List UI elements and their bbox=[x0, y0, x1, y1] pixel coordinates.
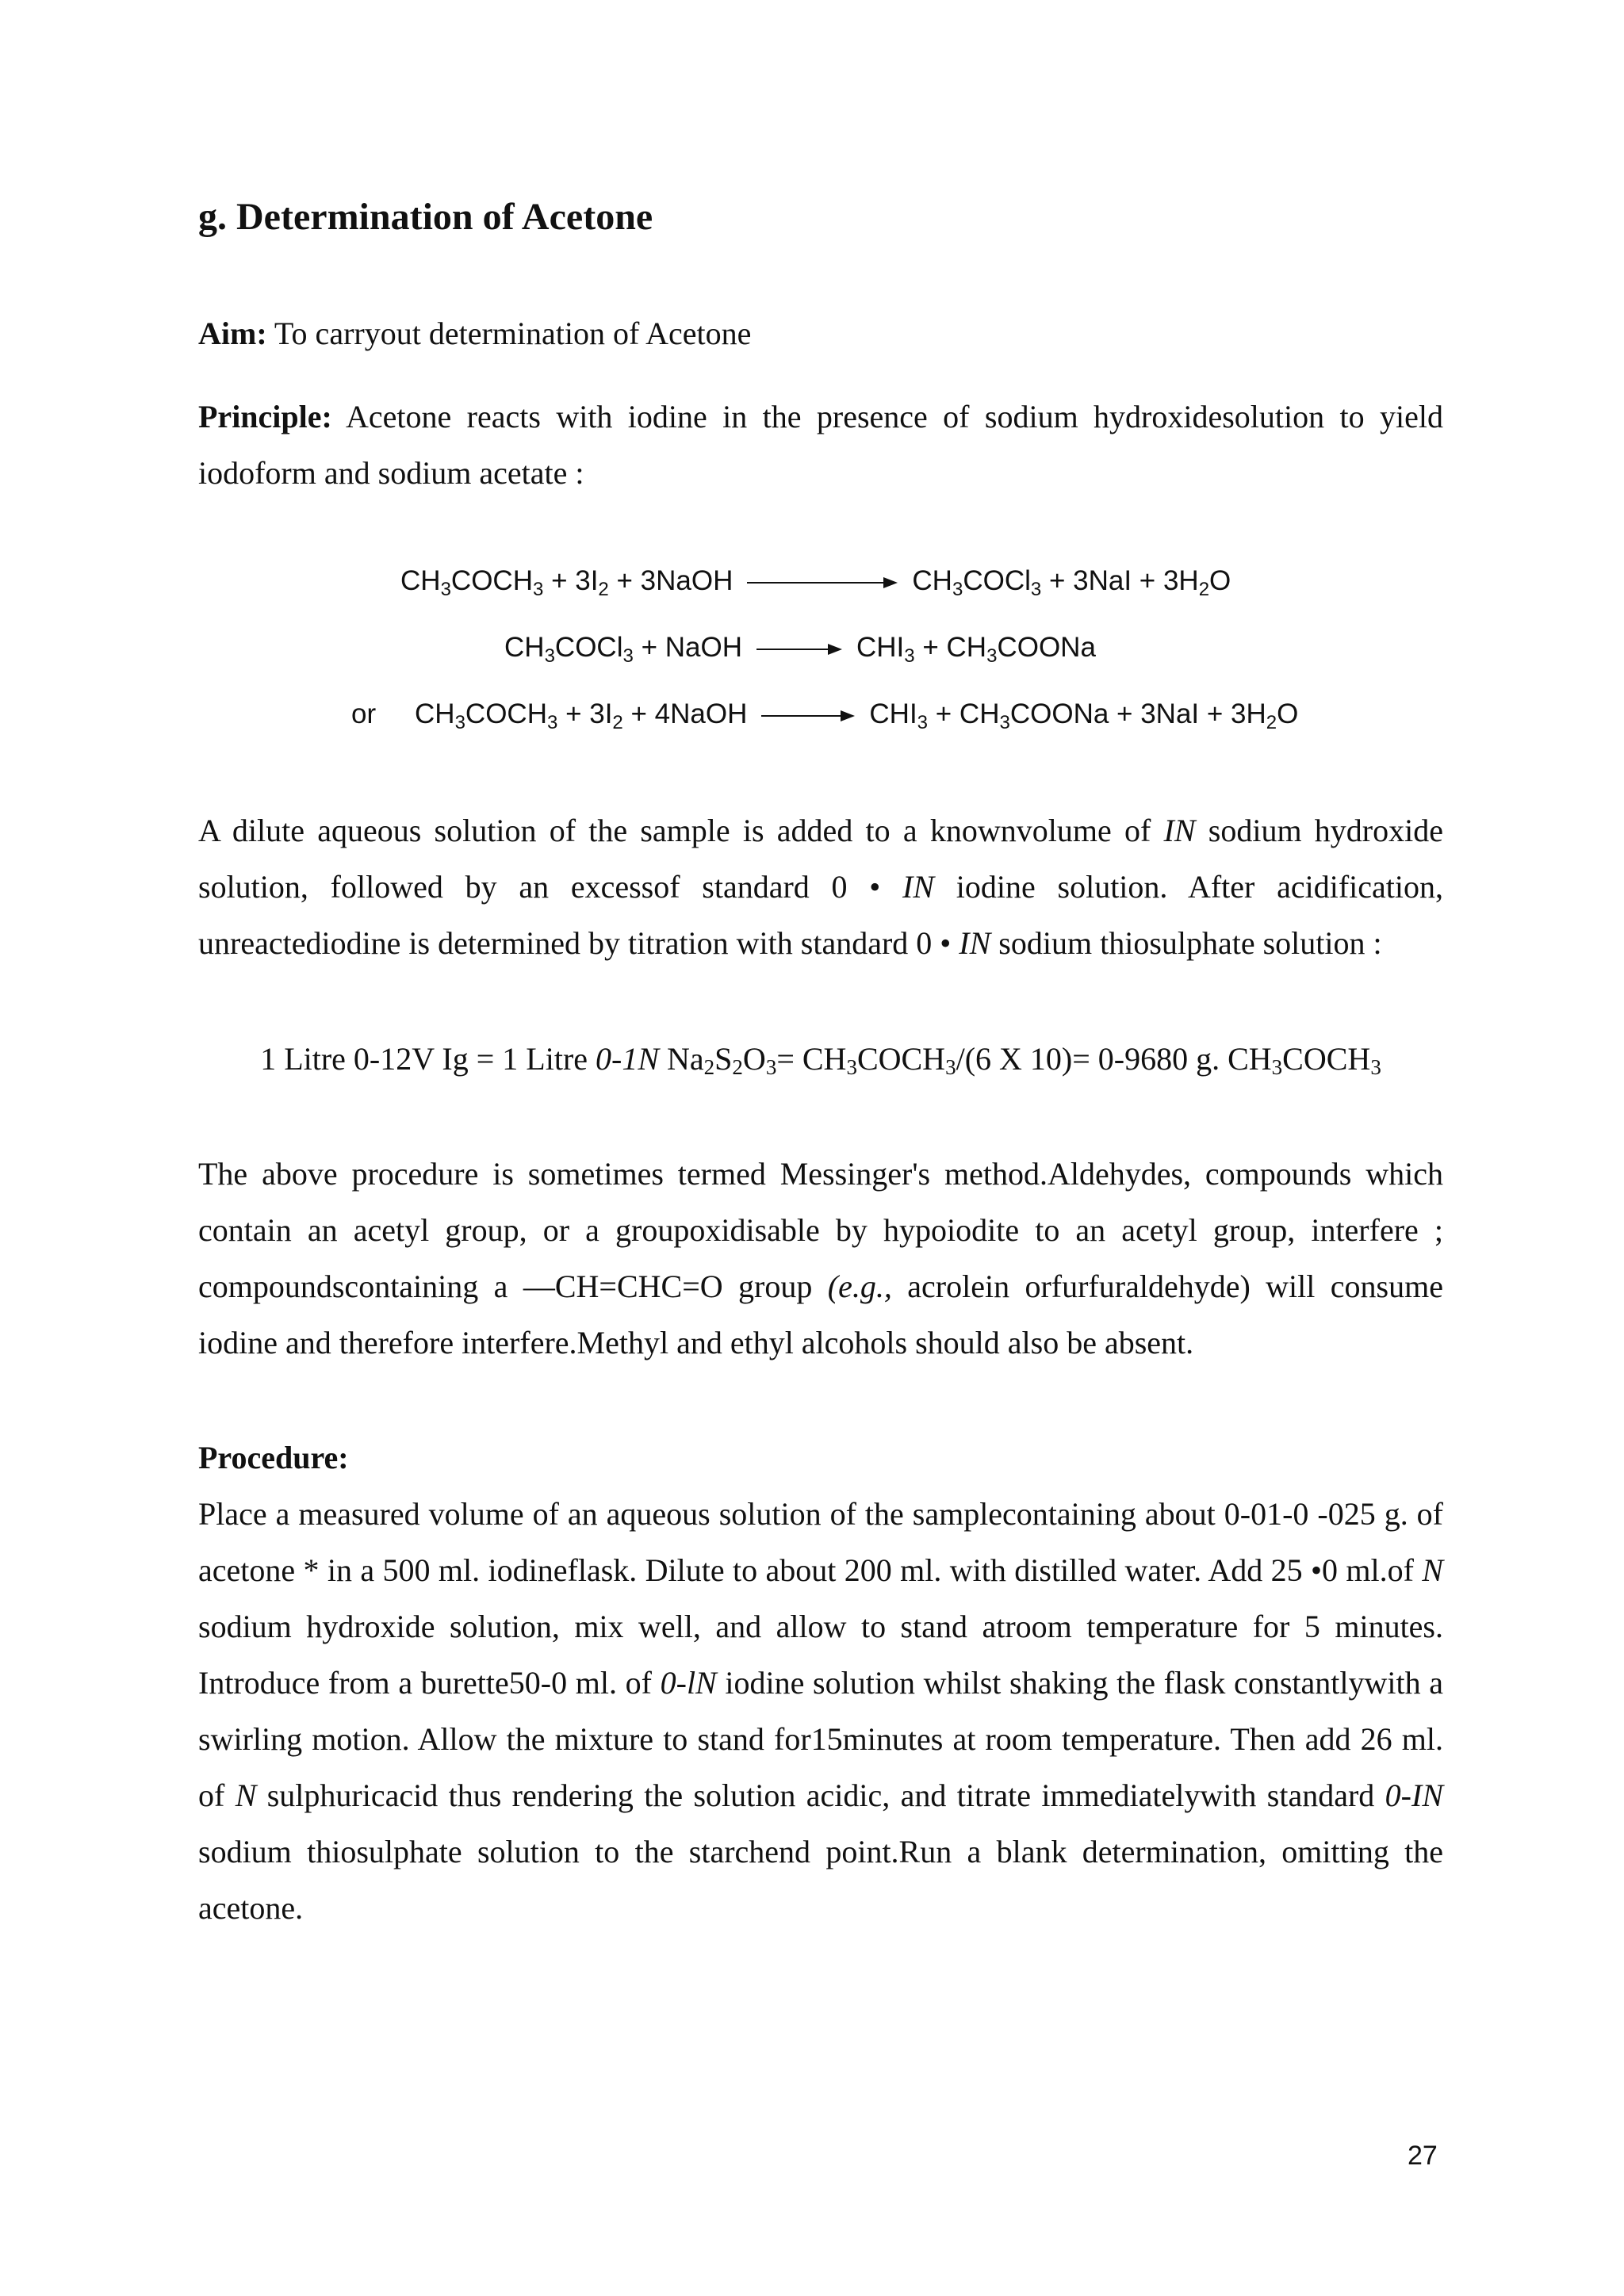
section-heading: g. Determination of Acetone bbox=[198, 196, 653, 238]
aim-paragraph bbox=[198, 305, 1443, 362]
aim-text: To carryout determination of Acetone bbox=[266, 316, 752, 351]
equation-3 bbox=[351, 695, 1298, 734]
equation-3-rhs: $CHI_3$ + $CH_3COONa + 3NaI + 3H_2O$ bbox=[869, 698, 1299, 733]
procedure-paragraph: Place a measured volume of an aqueous solution of the samplecontaining about 0-01-0 -025 g. of acetone * in a 500 ml. iodineflask. Dilute to about 200 ml. with distilled water. Add 25 •0 ml.of N sodium hydroxide solution, mix well, and allow to stand atroom temperature for 5 minutes. Introduce from a burette50-0 ml. of 0-lN iodine solution whilst shaking the flask constantlywith a swirling motion. Allow the mixture to stand for15minutes at room temperature. Then add 26 ml. of N sulphuricacid thus rendering the solution acidic, and titrate immediatelywith standard 0-IN sodium thiosulphate solution to the starchend point.Run a blank determination, omitting the acetone. bbox=[198, 1496, 1443, 1926]
procedure-heading: Procedure: bbox=[198, 1440, 349, 1475]
reaction-arrow bbox=[761, 714, 855, 718]
principle-text: Acetone reacts with iodine in the presence of sodium hydroxidesolution to yield iodoform and sodium acetate : bbox=[198, 399, 1443, 491]
equation-3-prefix: or bbox=[351, 698, 377, 729]
reaction-arrow bbox=[747, 581, 898, 584]
equation-1-rhs: $CH_3COCl_3 + 3NaI + 3H_2O$ bbox=[912, 565, 1231, 600]
aim-label: Aim: bbox=[198, 316, 267, 351]
principle-paragraph bbox=[198, 388, 1443, 501]
messinger-paragraph: The above procedure is sometimes termed Messinger's method.Aldehydes, compounds which contain an acetyl group, or a groupoxidisable by hypoiodite to an acetyl group, interfere ; compoundscontaining a —CH=CHC=O group (e.g., acrolein orfurfuraldehyde) will consume iodine and therefore interfere.Methyl and ethyl alcohols should also be absent. bbox=[198, 1156, 1443, 1360]
page-number: 27 bbox=[1408, 2141, 1438, 2171]
equivalence-formula: 1 Litre 0-12V Ig = 1 Litre 0-1N $Na_2S_2O_3=$ $CH_3COCH_3/(6$ X 10)= 0-9680 g. $CH_3COCH_3$ bbox=[260, 1041, 1381, 1079]
equation-2-lhs: $CH_3COCl_3$ + NaOH bbox=[504, 632, 742, 667]
principle-label: Principle: bbox=[198, 399, 332, 434]
equation-1-lhs: $CH_3COCH_3 + 3I_2$ + 3NaOH bbox=[400, 565, 733, 600]
equation-3-lhs: $CH_3COCH_3 + 3I_2$ + 4NaOH bbox=[415, 698, 748, 733]
equation-1 bbox=[400, 561, 1231, 601]
equation-2 bbox=[504, 628, 1096, 668]
reaction-arrow bbox=[756, 648, 842, 651]
titration-paragraph: A dilute aqueous solution of the sample is added to a knownvolume of IN sodium hydroxide solution, followed by an excessof standard 0 • IN iodine solution. After acidification, unreactediodine is determined by titration with standard 0 • IN sodium thiosulphate solution : bbox=[198, 813, 1444, 961]
equation-2-rhs: $CHI_3$ + $CH_3COONa$ bbox=[856, 632, 1096, 667]
